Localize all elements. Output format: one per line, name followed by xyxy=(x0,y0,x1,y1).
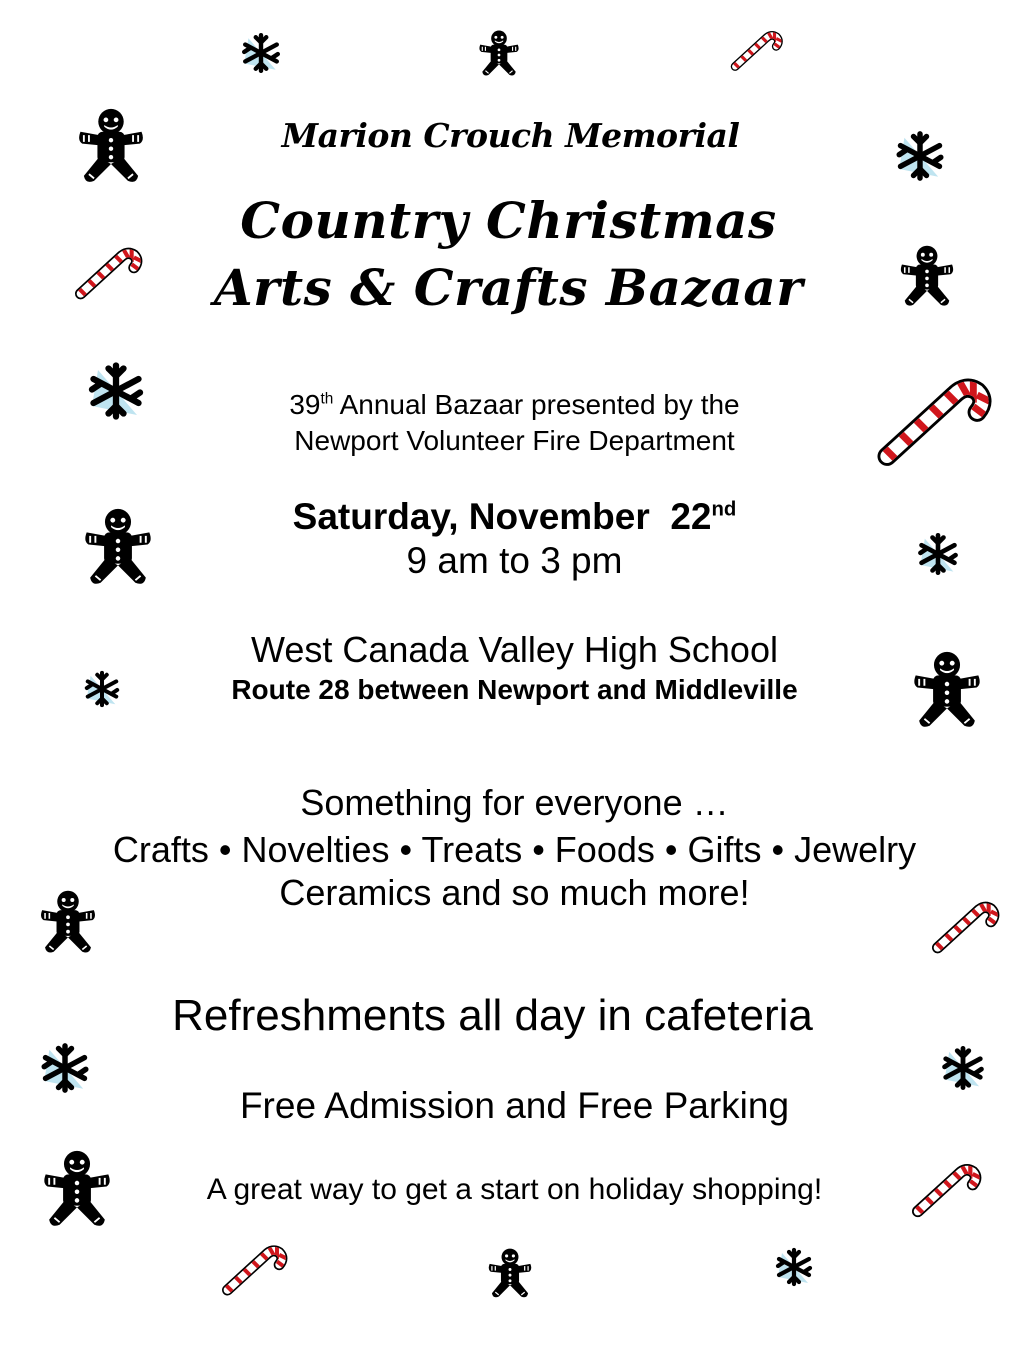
gingerbread-man-icon xyxy=(83,508,153,588)
anniversary-suffix: th xyxy=(320,390,334,408)
presented-line-1 xyxy=(0,389,1029,421)
snowflake-icon xyxy=(774,1243,814,1291)
candy-cane-icon xyxy=(912,1160,982,1216)
ceramics-line: Ceramics and so much more! xyxy=(279,872,750,913)
presented-text: Annual Bazaar presented by the xyxy=(333,389,740,420)
title-line-2: Arts & Crafts Bazaar xyxy=(213,258,804,317)
candy-cane-icon xyxy=(932,897,1000,953)
snowflake-icon xyxy=(240,32,282,74)
snowflake-icon xyxy=(86,356,146,426)
memorial-subtitle: Marion Crouch Memorial xyxy=(281,116,740,155)
gingerbread-man-icon xyxy=(38,890,98,956)
something-for-everyone: Something for everyone … xyxy=(300,782,729,823)
item-list: Crafts • Novelties • Treats • Foods • Gifts • Jewelry xyxy=(112,829,917,870)
anniversary-number: 39 xyxy=(289,389,321,420)
event-time: 9 am to 3 pm xyxy=(406,540,623,581)
gingerbread-man-icon xyxy=(487,1248,533,1300)
candy-cane-icon xyxy=(877,372,993,464)
event-date xyxy=(0,496,1029,538)
snowflake-icon xyxy=(916,532,960,576)
snowflake-icon xyxy=(39,1038,91,1098)
candy-cane-icon xyxy=(730,28,784,70)
tagline: A great way to get a start on holiday shopping! xyxy=(206,1173,823,1206)
candy-cane-icon xyxy=(222,1240,288,1296)
snowflake-icon xyxy=(83,668,121,710)
refreshments-line: Refreshments all day in cafeteria xyxy=(172,991,813,1040)
gingerbread-man-icon xyxy=(898,245,956,309)
gingerbread-man-icon xyxy=(478,30,520,78)
admission-line: Free Admission and Free Parking xyxy=(239,1085,790,1126)
presented-line-2: Newport Volunteer Fire Department xyxy=(294,425,735,456)
snowflake-icon xyxy=(894,128,946,184)
venue-name: West Canada Valley High School xyxy=(251,629,778,670)
snowflake-icon xyxy=(940,1045,986,1091)
gingerbread-man-icon xyxy=(77,108,145,186)
event-date-suffix: nd xyxy=(711,498,737,521)
candy-cane-icon xyxy=(75,243,143,299)
gingerbread-man-icon xyxy=(912,651,982,731)
event-date-text: Saturday, November 22 xyxy=(292,496,712,537)
gingerbread-man-icon xyxy=(42,1150,112,1230)
title-line-1: Country Christmas xyxy=(240,191,777,250)
venue-route: Route 28 between Newport and Middleville xyxy=(231,674,798,705)
